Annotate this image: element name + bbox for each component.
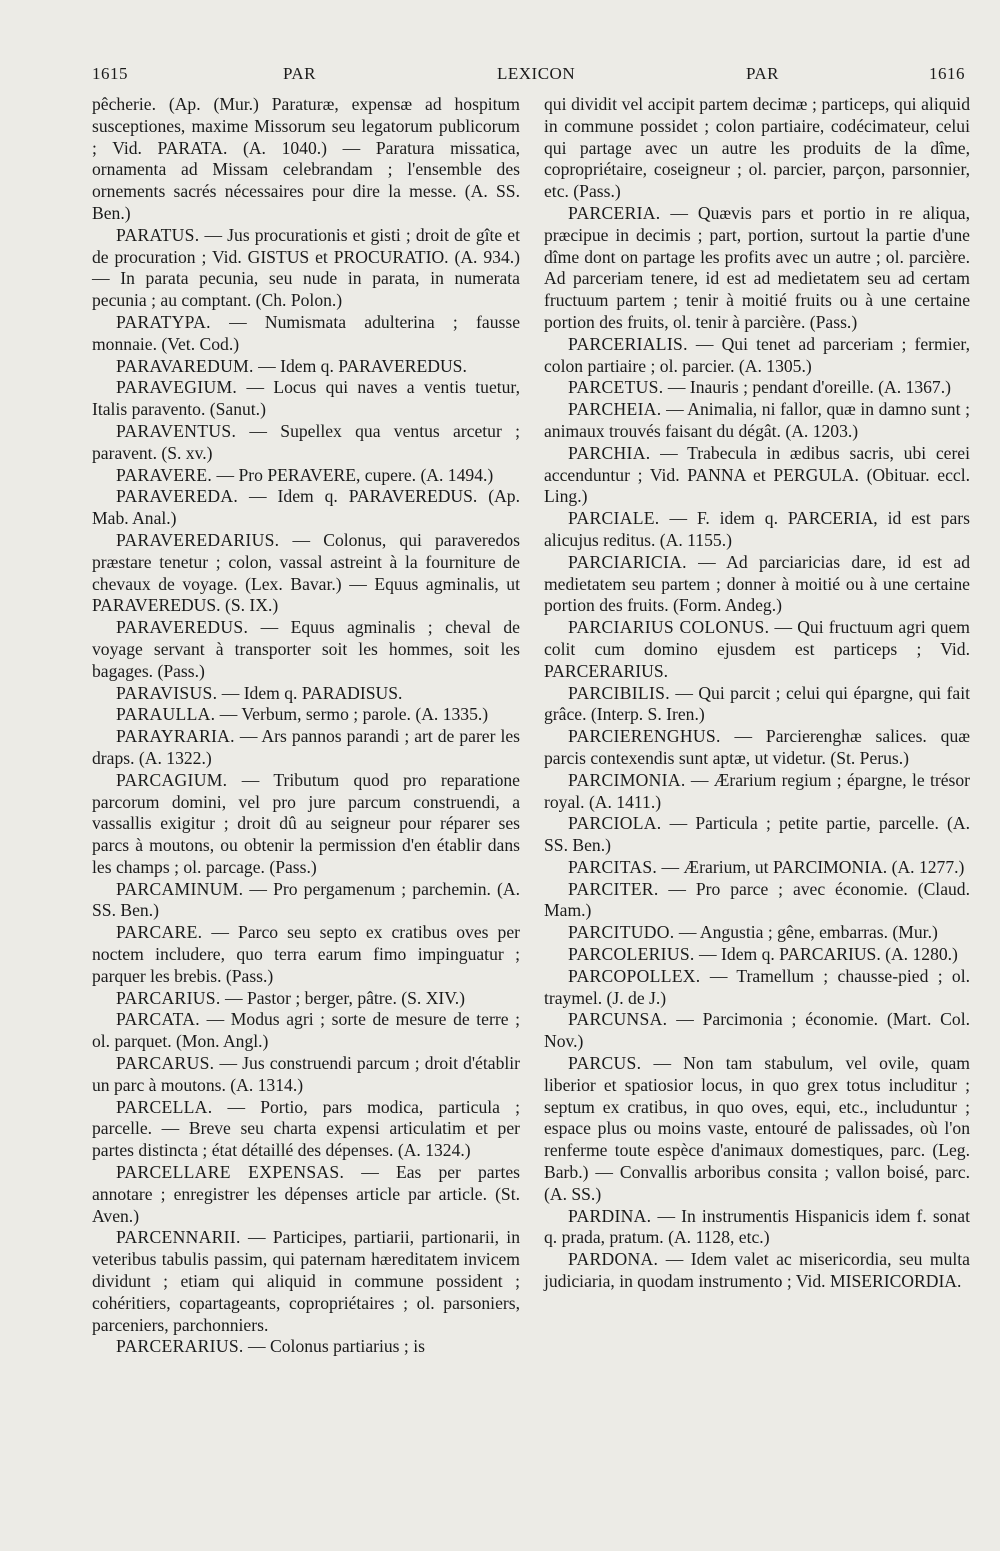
left-column: [92, 94, 520, 1358]
page-header: [0, 58, 1000, 92]
entry-headword: PARCARE.: [116, 922, 203, 943]
entry-definition: — Parcierenghæ salices. quæ parcis contexendis sunt aptæ, ut videtur. (St. Perus.): [544, 726, 970, 768]
entry-definition: — Jus construendi parcum ; droit d'établir un parc à moutons. (A. 1314.): [92, 1053, 520, 1095]
entry-definition: — Pastor ; berger, pâtre. (S. XIV.): [224, 987, 465, 1008]
entry-headword: PARCHIA.: [568, 442, 651, 463]
entry-definition: — Participes, partiarii, partionarii, in veteribus tabulis passim, qui paternam hæreditatem invicem dividunt ; etiam qui aliquid in commune possident ; cohéritiers, copartageants, copropriétaires ; ol. parsoniers, parceniers, parchonniers.: [92, 1227, 520, 1335]
entry-definition: — Qui fructuum agri quem colit cum domino ejusdem est particeps ; Vid. PARCERARIUS.: [544, 617, 970, 681]
entry-headword: PARCITUDO.: [568, 922, 675, 943]
entry-definition: — Supellex qua ventus arcetur ; paravent. (S. xv.): [92, 420, 520, 463]
entry-definition: — Jus procurationis et gisti ; droit de gîte et de procuration ; Vid. GISTUS et PROCURATIO. (A. 934.) — In parata pecunia, seu nude in parata, in numerata pecunia ; au comptant. (Ch. Polon.): [92, 224, 520, 311]
dictionary-entry: [544, 879, 970, 923]
entry-headword: PARCITAS.: [568, 856, 658, 877]
dictionary-entry: [92, 1097, 520, 1162]
entry-definition: qui dividit vel accipit partem decimæ ; particeps, qui aliquid in commune possidet ; colon partiaire, codécimateur, celui qui partage avec un autre les produits de la dîme, copropriétaire, coseigneur ; ol. parcier, parçon, parsonnier, etc. (Pass.): [544, 94, 970, 202]
entry-definition: — Locus qui naves a ventis tuetur, Italis paravento. (Sanut.): [92, 377, 520, 420]
entry-headword: PARAVEREDARIUS.: [116, 529, 280, 550]
entry-headword: PARAVISUS.: [116, 682, 218, 703]
entry-definition: pêcherie. (Ap. (Mur.) Paraturæ, expensæ ad hospitum susceptiones, maxime Missorum seu legatorum publicorum ; Vid. PARATA. (A. 1040.) — Paratura missatica, ornamenta ad Missam celebrandam ; l'ensemble des ornements sacrés nécessaires pour dire la messe. (A. SS. Ben.): [92, 94, 520, 223]
entry-definition: — Ærarium regium ; épargne, le trésor royal. (A. 1411.): [544, 769, 971, 812]
entry-definition: — Quævis pars et portio in re aliqua, præcipue in decimis ; part, portion, surtout la partie d'une dîme dont on partage les profits avec un autre ; ol. parcière. Ad parceriam tenere, id est ad medietatem seu ad certam fructuum partem ; tenir à moitié fruits ou à une certaine portion des fruits, ol. tenir à parcière. (Pass.): [544, 202, 970, 332]
dictionary-entry: [544, 726, 970, 770]
entry-headword: PARAVEREDA.: [116, 486, 239, 507]
dictionary-entry: [544, 770, 970, 814]
entry-definition: — Qui parcit ; celui qui épargne, qui fait grâce. (Interp. S. Iren.): [544, 682, 971, 725]
entry-definition: — F. idem q. PARCERIA, id est pars alicujus reditus. (A. 1155.): [544, 508, 970, 550]
entry-definition: — Ærarium, ut PARCIMONIA. (A. 1277.): [661, 856, 965, 877]
entry-definition: — Non tam stabulum, vel ovile, quam liberior et spatiosior locus, in quo grex totus includitur ; septum ex cratibus, in quo oves, equi, etc., includuntur ; espace plus ou moins vaste, entouré de palissades, où l'on renferme toute espèce d'animaux domestiques, parc. (Leg. Barb.) — Convallis arboribus consita ; vallon boisé, parc. (A. SS.): [544, 1053, 970, 1204]
entry-headword: PARCIARICIA.: [568, 551, 687, 572]
entry-headword: PARCOLERIUS.: [568, 944, 695, 965]
entry-headword: PARCOPOLLEX.: [568, 965, 701, 986]
entry-headword: PARCIBILIS.: [568, 682, 670, 703]
entry-headword: PARCELLA.: [116, 1096, 213, 1117]
page-number-left: 1615: [92, 64, 128, 83]
entry-headword: PARCERARIUS.: [116, 1336, 244, 1357]
dictionary-entry: [92, 465, 520, 487]
entry-definition: — Parcimonia ; économie. (Mart. Col. Nov.): [544, 1009, 970, 1052]
dictionary-entry: [92, 421, 520, 465]
entry-headword: PARCUS.: [568, 1053, 642, 1074]
entry-definition: — Idem q. PARCARIUS. (A. 1280.): [699, 944, 958, 965]
entry-definition: — Portio, pars modica, particula ; parcelle. — Breve seu charta expensi articulatim et per partes distincta ; état détaillé des dépenses. (A. 1324.): [92, 1096, 520, 1161]
entry-headword: PARAVEREDUS.: [116, 617, 249, 638]
entry-headword: PARCARIUS.: [116, 987, 221, 1008]
entry-headword: PARDINA.: [568, 1205, 652, 1226]
dictionary-entry: [92, 726, 520, 770]
entry-definition: — Idem valet ac misericordia, seu multa judiciaria, in quodam instrumento ; Vid. MISERICORDIA.: [544, 1249, 970, 1292]
entry-definition: — Inauris ; pendant d'oreille. (A. 1367.): [667, 377, 951, 398]
entry-definition: — Trabecula in ædibus sacris, ubi cerei accenduntur ; Vid. PANNA et PERGULA. (Obituar. eccl. Ling.): [544, 442, 971, 507]
entry-headword: PARAYRARIA.: [116, 726, 235, 747]
entry-headword: PARCIOLA.: [568, 813, 662, 834]
entry-headword: PARCENNARII.: [116, 1227, 241, 1248]
entry-definition: — Idem q. PARAVEREDUS. (Ap. Mab. Anal.): [92, 486, 520, 529]
entry-definition: — Verbum, sermo ; parole. (A. 1335.): [219, 704, 489, 725]
entry-definition: — Tributum quod pro reparatione parcorum domini, vel pro jure parcum construendi, a vassallis exigitur ; droit dû au seigneur pour réparer ses parcs à moutons, ou obtenir la permission d'en établir dans les champs ; ol. parcage. (Pass.): [92, 769, 520, 877]
entry-headword: PARCHEIA.: [568, 399, 662, 420]
entry-headword: PARCUNSA.: [568, 1009, 668, 1030]
entry-headword: PARAVAREDUM.: [116, 355, 254, 376]
entry-definition: — Particula ; petite partie, parcelle. (A. SS. Ben.): [544, 813, 970, 856]
running-head-left: PAR: [283, 64, 317, 83]
entry-headword: PARCITER.: [568, 878, 659, 899]
dictionary-entry: [92, 486, 520, 530]
dictionary-entry: [92, 530, 520, 617]
entry-headword: PARAULLA.: [116, 704, 216, 725]
entry-headword: PARCERIA.: [568, 202, 661, 223]
entry-definition: — Idem q. PARADISUS.: [221, 682, 403, 703]
entry-headword: PARCIMONIA.: [568, 769, 686, 790]
dictionary-entry: [544, 922, 970, 944]
entry-definition: — Equus agminalis ; cheval de voyage servant à transporter soit les hommes, soit les bagages. (Pass.): [92, 617, 520, 681]
dictionary-entry: [544, 1249, 970, 1293]
entry-definition: — Qui tenet ad parceriam ; fermier, colon partiaire ; ol. parcier. (A. 1305.): [544, 333, 970, 376]
dictionary-entry: [92, 312, 520, 356]
dictionary-entry: [92, 356, 520, 378]
entry-headword: PARAVENTUS.: [116, 420, 237, 441]
entry-headword: PARATYPA.: [116, 311, 211, 332]
entry-headword: PARCAMINUM.: [116, 878, 244, 899]
entry-headword: PARCIALE.: [568, 508, 660, 529]
dictionary-entry: [92, 879, 520, 923]
entry-definition: — In instrumentis Hispanicis idem f. sonat q. prada, pratum. (A. 1128, etc.): [544, 1205, 970, 1248]
dictionary-entry: [544, 552, 970, 617]
dictionary-entry: [92, 1162, 520, 1227]
entry-definition: — Pro pergamenum ; parchemin. (A. SS. Ben.): [92, 878, 520, 921]
entry-headword: PARAVEGIUM.: [116, 377, 238, 398]
page-number-right: 1616: [929, 64, 965, 83]
entry-definition: — Numismata adulterina ; fausse monnaie. (Vet. Cod.): [92, 311, 520, 354]
dictionary-entry: [544, 683, 970, 727]
entry-headword: PARCAGIUM.: [116, 769, 228, 790]
entry-headword: PARCARUS.: [116, 1053, 215, 1074]
entry-definition: — Eas per partes annotare ; enregistrer les dépenses article par article. (St. Aven.): [92, 1162, 520, 1226]
entry-definition: — Modus agri ; sorte de mesure de terre ; ol. parquet. (Mon. Angl.): [92, 1009, 520, 1052]
dictionary-entry: [544, 857, 970, 879]
entry-definition: — Colonus, qui paraveredos præstare tenetur ; colon, vassal astreint à la fourniture de chevaux de voyage. (Lex. Bavar.) — Equus agminalis, ut PARAVEREDUS. (S. IX.): [92, 529, 520, 616]
dictionary-entry: [544, 1009, 970, 1053]
entry-definition: — Ars pannos parandi ; art de parer les draps. (A. 1322.): [92, 726, 520, 768]
entry-headword: PARDONA.: [568, 1249, 659, 1270]
entry-headword: PARAVERE.: [116, 464, 213, 485]
dictionary-entry: [92, 225, 520, 312]
entry-definition: — Idem q. PARAVEREDUS.: [258, 355, 467, 376]
dictionary-entry: [544, 617, 970, 682]
dictionary-entry: [544, 944, 970, 966]
dictionary-entry: [544, 508, 970, 552]
dictionary-entry: [92, 683, 520, 705]
dictionary-entry: [544, 813, 970, 857]
dictionary-entry: [544, 443, 970, 508]
dictionary-entry: [92, 617, 520, 682]
entry-definition: — Ad parciaricias dare, id est ad medietatem seu partem ; donner à moitié ou à une certaine portion des fruits. (Form. Andeg.): [544, 551, 970, 616]
entry-definition: — Tramellum ; chausse-pied ; ol. traymel. (J. de J.): [544, 965, 970, 1008]
entry-headword: PARCIERENGHUS.: [568, 726, 721, 747]
dictionary-entry: [544, 203, 970, 334]
dictionary-entry: [92, 1009, 520, 1053]
entry-definition: — Animalia, ni fallor, quæ in damno sunt ; animaux trouvés faisant du dégât. (A. 1203.): [544, 399, 970, 441]
entry-headword: PARCATA.: [116, 1009, 200, 1030]
dictionary-entry: [544, 1206, 970, 1250]
entry-definition: — Pro parce ; avec économie. (Claud. Mam.): [544, 878, 970, 921]
entry-definition: — Parco seu septo ex cratibus oves per noctem includere, quo terra earum fimo impinguatur ; parquer les brebis. (Pass.): [92, 922, 521, 986]
dictionary-entry: [544, 399, 970, 443]
running-head-right: PAR: [746, 64, 780, 83]
dictionary-entry: [92, 1336, 520, 1358]
dictionary-entry: [92, 770, 520, 879]
entry-headword: PARCETUS.: [568, 377, 664, 398]
dictionary-entry: [92, 94, 520, 225]
right-column: [544, 94, 970, 1293]
dictionary-entry: [92, 1053, 520, 1097]
entry-headword: PARCIARIUS COLONUS.: [568, 617, 770, 638]
dictionary-entry: [544, 377, 970, 399]
dictionary-entry: [92, 704, 520, 726]
entry-headword: PARCERIALIS.: [568, 333, 688, 354]
dictionary-entry: [544, 334, 970, 378]
dictionary-entry: [92, 1227, 520, 1336]
entry-definition: — Angustia ; gêne, embarras. (Mur.): [678, 922, 938, 943]
dictionary-entry: [544, 94, 970, 203]
entry-headword: PARATUS.: [116, 224, 200, 245]
dictionary-entry: [92, 988, 520, 1010]
dictionary-entry: [92, 377, 520, 421]
dictionary-entry: [544, 1053, 970, 1206]
entry-headword: PARCELLARE EXPENSAS.: [116, 1162, 345, 1183]
dictionary-entry: [544, 966, 970, 1010]
dictionary-entry: [92, 922, 520, 987]
entry-definition: — Pro PERAVERE, cupere. (A. 1494.): [216, 464, 494, 485]
entry-definition: — Colonus partiarius ; is: [248, 1336, 425, 1357]
running-title: LEXICON: [497, 64, 576, 83]
